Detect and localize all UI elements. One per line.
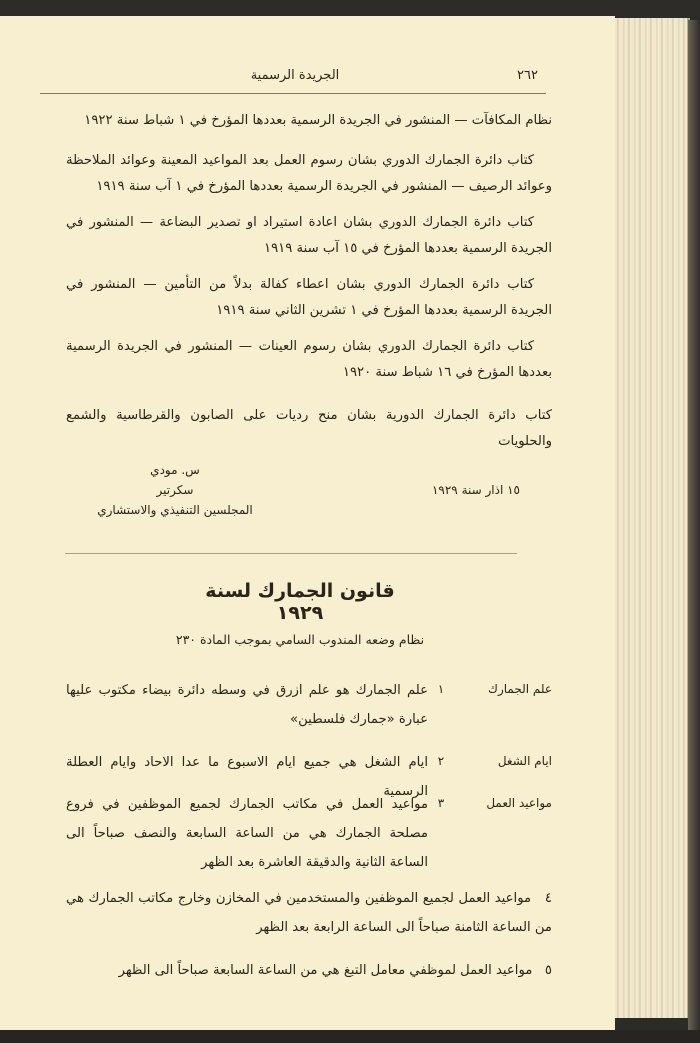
reference-item: كتاب دائرة الجمارك الدوري بشان رسوم العمل بعد المواعيد المعينة وعوائد الملاحظة وعوائد الرصيف — المنشور في الجريدة الرسمية بعددها المؤرخ في ١ آب سنة ١٩١٩ [66,153,552,194]
article-text [66,956,552,985]
header-rule [40,93,546,94]
signature-block [95,460,255,520]
section-divider [65,553,517,554]
signatory-title: سكرتير [156,483,194,497]
signatory-body: المجلسين التنفيذي والاستشاري [97,503,253,517]
law-article [66,676,552,736]
article-body: مواعيد العمل لجميع الموظفين والمستخدمين في المخازن وخارج مكاتب الجمارك هي من الساعة الثامنة صباحاً الى الساعة الرابعة بعد الظهر [66,891,552,935]
article-body: مواعيد العمل لموظفي معامل التبغ هي من الساعة السابعة صباحاً الى الظهر [118,963,533,978]
article-margin-label: مواعيد العمل [486,796,552,810]
law-article [66,956,552,986]
article-margin-label: ايام الشغل [497,754,552,768]
article-text: علم الجمارك هو علم ازرق في وسطه دائرة بيضاء مكتوب عليها عبارة «جمارك فلسطين» [66,683,428,727]
article-text [66,884,552,942]
article-number: ٤ [544,891,553,906]
law-article [66,884,552,944]
law-article [66,748,552,799]
article-number: ٣ [437,796,445,810]
reference-item: كتاب دائرة الجمارك الدوري بشان اعطاء كفالة بدلاً من التأمين — المنشور في الجريدة الرسمية بعددها المؤرخ في ١ تشرين الثاني سنة ١٩١٩ [66,277,552,318]
reference-item: نظام المكافآت — المنشور في الجريدة الرسمية بعددها المؤرخ في ١ شباط سنة ١٩٢٢ [84,113,552,128]
running-title: الجريدة الرسمية [250,68,340,83]
article-text: ايام الشغل هي جميع ايام الاسبوع ما عدا الاحاد وايام العطلة الرسمية [66,755,428,799]
reference-item: كتاب دائرة الجمارك الدورية بشان منح رديات على الصابون والقرطاسية والشمع والحلويات [66,408,552,449]
law-article [66,790,552,880]
reference-item: كتاب دائرة الجمارك الدوري بشان رسوم العينات — المنشور في الجريدة الرسمية بعددها المؤرخ في ١٦ شباط سنة ١٩٢٠ [66,339,552,380]
law-subtitle: نظام وضعه المندوب السامي بموجب المادة ٢٣٠ [175,632,425,647]
page-number: ٢٦٢ [517,68,538,83]
signatory-name: س. مودي [150,463,200,477]
article-number: ١ [437,682,445,696]
law-title: قانون الجمارك لسنة ١٩٢٩ [205,580,395,624]
article-number: ٢ [437,754,445,768]
signature-date: ١٥ اذار سنة ١٩٢٩ [431,483,520,497]
reference-item: كتاب دائرة الجمارك الدوري بشان اعادة استيراد او تصدير البضاعة — المنشور في الجريدة الرسمية بعددها المؤرخ في ١٥ آب سنة ١٩١٩ [66,215,552,256]
article-margin-label: علم الجمارك [488,682,552,696]
article-number: ٥ [544,963,552,978]
article-text: مواعيد العمل في مكاتب الجمارك لجميع الموظفين في فروع مصلحة الجمارك هي من الساعة السابعة والنصف صباحاً الى الساعة الثانية والدقيقة العاشرة بعد الظهر [66,797,428,870]
